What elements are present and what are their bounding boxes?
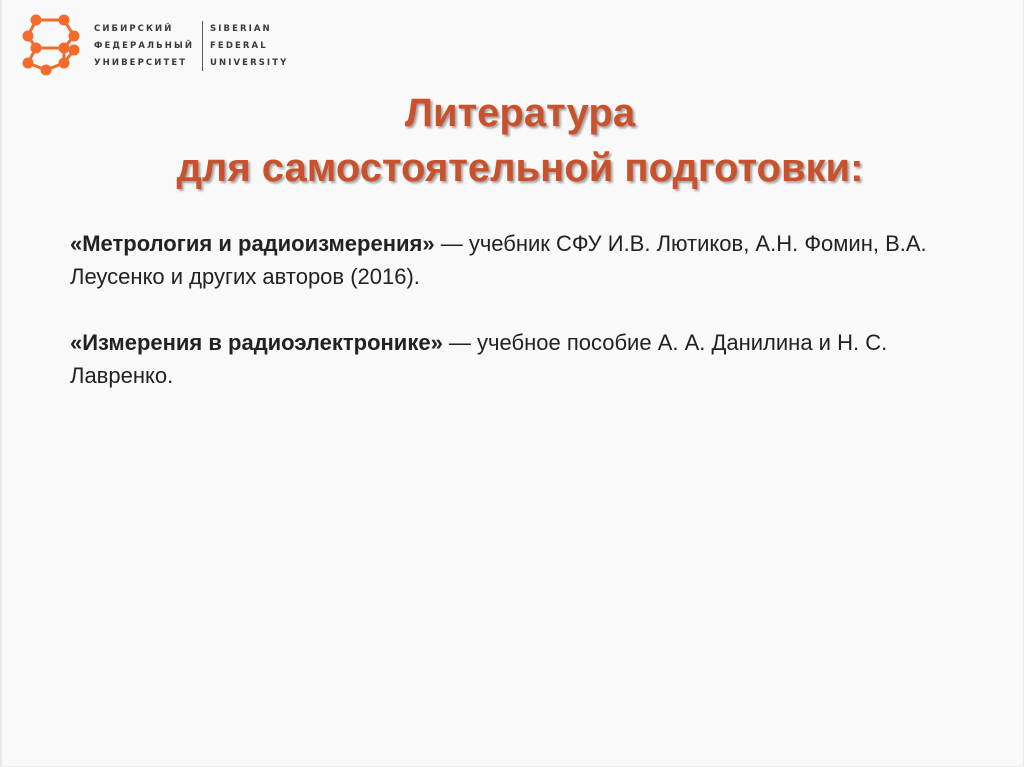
reference-list <box>70 227 970 425</box>
logo-text-russian <box>94 21 194 72</box>
logo-ru-line-2: ФЕДЕРАЛЬНЫЙ <box>94 41 195 51</box>
slide-title-line-2: для самостоятельной подготовки: <box>176 146 864 190</box>
reference-details: — учебное пособие А. А. Данилина и Н. С. Лавренко. <box>70 330 888 388</box>
logo-en-line-3: UNIVERSITY <box>210 58 289 68</box>
logo-divider <box>202 21 203 71</box>
slide-title <box>2 86 1024 196</box>
reference-book-title: «Измерения в радиоэлектронике» <box>70 330 443 355</box>
university-logo <box>16 8 306 82</box>
logo-en-line-2: FEDERAL <box>210 41 268 51</box>
reference-details: — учебник СФУ И.В. Лютиков, А.Н. Фомин, В.А. Леусенко и других авторов (2016). <box>70 231 927 289</box>
sfu-logo-icon <box>16 8 86 80</box>
logo-en-line-1: SIBERIAN <box>210 24 272 34</box>
reference-book-title: «Метрология и радиоизмерения» <box>70 231 435 256</box>
logo-text-english <box>210 21 288 72</box>
logo-ru-line-1: СИБИРСКИЙ <box>94 24 174 34</box>
reference-item <box>70 227 970 293</box>
reference-item <box>70 326 970 392</box>
logo-ru-line-3: УНИВЕРСИТЕТ <box>94 58 188 68</box>
slide-title-line-1: Литература <box>404 91 636 135</box>
